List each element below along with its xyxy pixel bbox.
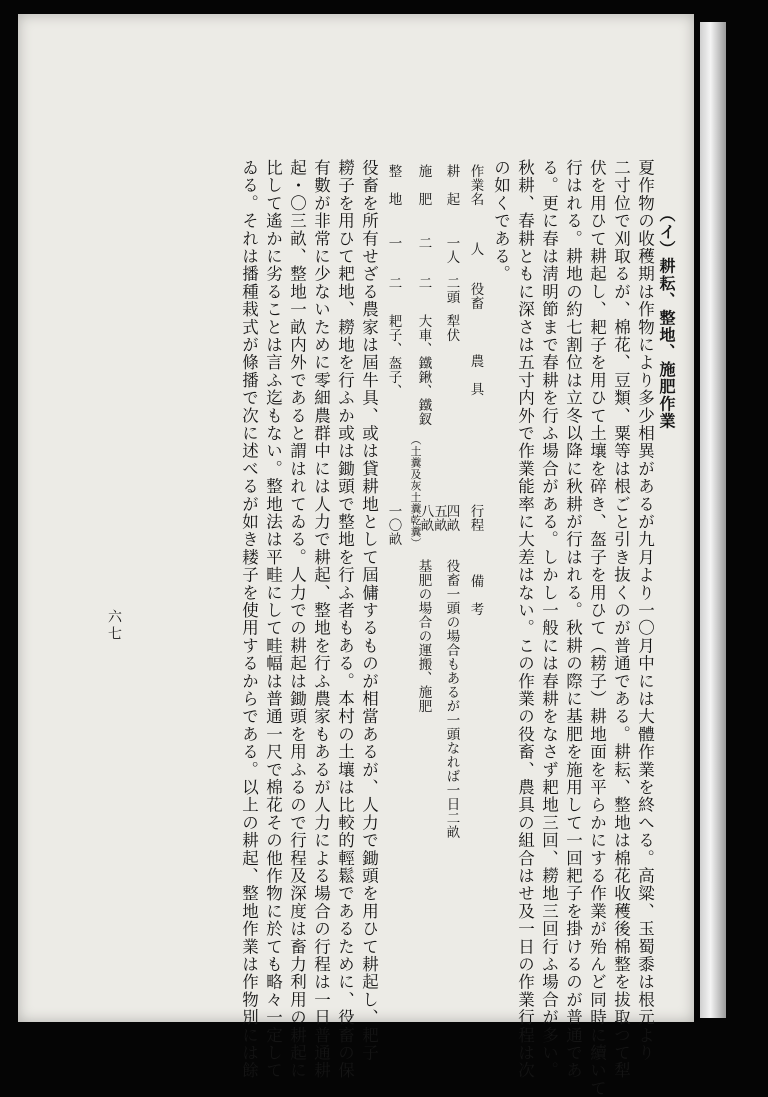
table-row-2-capacity: 五畝 八畝	[417, 504, 447, 532]
page-number: 六七	[106, 609, 122, 643]
table-header-people: 人	[467, 242, 484, 256]
paragraph1-line-3: 伏を用ひて耕起し、耙子を用ひて土壤を碎き、盔子を用ひて（耢子）耕地面を平らかにする作業が殆んど同時に續いて	[587, 159, 607, 1097]
table-row-1-task: 耕 起	[443, 164, 460, 206]
table-row-1-people: 一人	[443, 236, 460, 264]
table-row-3-task: 整 地	[385, 164, 402, 206]
table-row-1-tools: 犁伏	[443, 314, 460, 342]
table-row-2-tools: 大車、鐵鍬、鐵釵	[415, 314, 432, 426]
paragraph2-line-5: 比して遙かに劣ることは言ふ迄もない。整地法は平畦にして畦幅は普通一尺で棉花その他作物に於ても略々一定して	[263, 159, 283, 1080]
paragraph1-line-1: 夏作物の收穫期は作物により多少相異があるが九月より一〇月中には大體作業を終へる。高粱、玉蜀黍は根元より	[635, 159, 655, 1062]
table-header-notes: 備 考	[467, 574, 484, 616]
table-row-3-animals: 二	[385, 276, 402, 290]
paragraph2-line-1: 役畜を所有せざる農家は屆牛具、或は貸耕地として屆傭するものが相當あるが、人力で鋤頭を用ひて耕起し、耙子	[359, 159, 379, 1062]
table-row-2-task: 施 肥	[415, 164, 432, 206]
page-edge	[700, 22, 726, 1018]
paragraph1-line-2: 二寸位で刈取るが、棉花、豆類、粟等は根ごと引き抜くのが普通である。耕耘、整地は棉花收穫後棉整を拔取つて犁	[611, 159, 631, 1080]
table-row-1-capacity: 四畝	[443, 504, 460, 532]
table-row-3-capacity: 一〇畝	[385, 504, 402, 546]
table-row-2-notes: 基肥の場合の運搬、施肥	[415, 559, 432, 713]
table-row-2-tools-note: （土糞及灰土糞乾糞）	[409, 434, 422, 549]
paragraph2-line-4: 起・〇三畝、整地一畝内外であると謂はれてゐる。人力での耕起は鋤頭を用ふるので行程及深度は畜力利用の耕起に	[287, 159, 307, 1080]
paragraph1-line-6: 秋耕、春耕ともに深さは五寸内外で作業能率に大差はない。この作業の役畜、農具の組合はせ及一日の作業行程は次	[515, 159, 535, 1080]
table-row-3-people: 一	[385, 236, 402, 250]
table-header-task: 作業名	[467, 164, 484, 206]
paragraph2-line-3: 有數が非常に少ないために零細農群中には人力で耕起、整地を行ふ農家もあるが人力による場合の行程は一日普通耕	[311, 159, 331, 1080]
table-row-2-people: 二	[415, 236, 432, 250]
paragraph2-line-6: ゐる。それは播種栽式が條播で次に述べるが如き耧子を使用するからである。以上の耕起、整地作業は作物別には餘	[239, 159, 259, 1080]
table-row-1-notes: 役畜一頭の場合もあるが一頭なれば一日二畝	[443, 559, 460, 839]
table-row-1-animals: 二頭	[443, 276, 460, 304]
table-header-tools: 農 具	[467, 354, 484, 396]
document-page	[18, 14, 694, 1097]
table-row-3-tools: 耙子、盔子、	[385, 314, 402, 398]
paragraph2-line-2: 耮子を用ひて耙地、耮地を行ふか或は鋤頭で整地を行ふ者もある。本村の土壤は比較的輕鬆であるために、役畜の保	[335, 159, 355, 1080]
paragraph1-line-4: 行はれる。耕地の約七割位は立冬以降に秋耕が行はれる。秋耕の際に基肥を施用して一回耙子を掛けるのが普通であ	[563, 159, 583, 1080]
table-row-2-animals: 二	[415, 276, 432, 290]
paragraph1-line-5: る。更に春は淸明節まで春耕を行ふ場合がある。しかし一般には春耕をなさず耙地三回、耮地三回行ふ場合が多い。	[539, 159, 559, 1080]
paragraph1-line-7: の如くである。	[491, 159, 511, 283]
table-header-animals: 役畜	[467, 282, 484, 310]
table-header-capacity: 行程	[467, 504, 484, 532]
section-heading: （イ）耕耘、整地、施肥作業	[657, 206, 676, 430]
